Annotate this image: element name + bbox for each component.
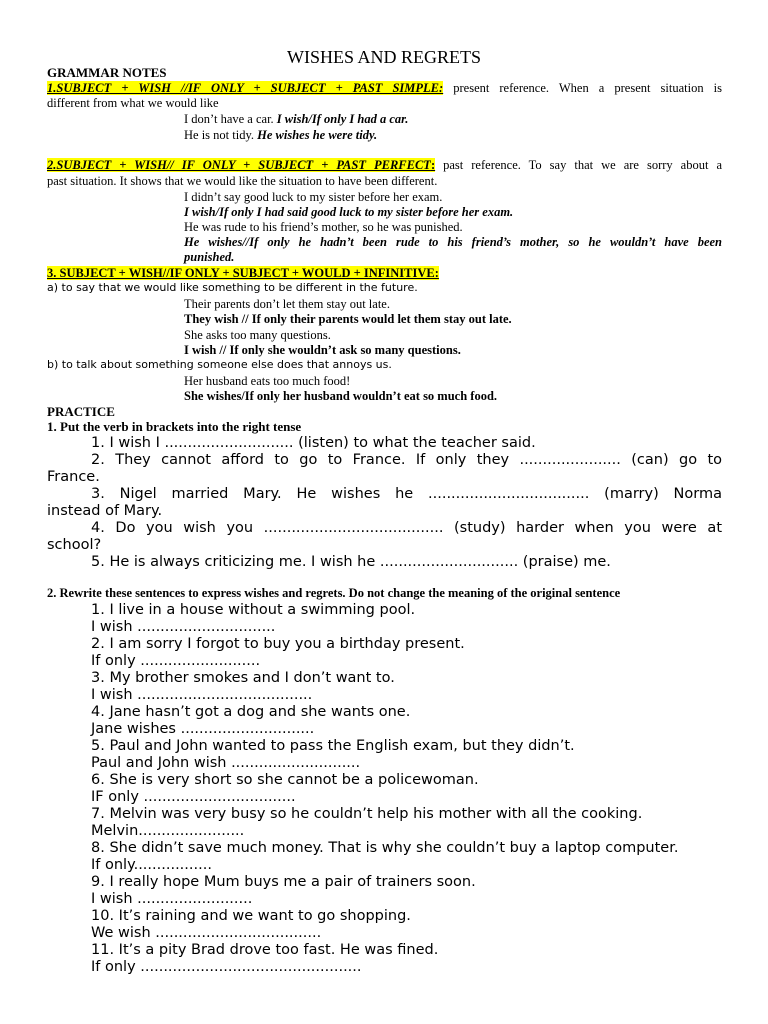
- rule1-example-2: He is not tidy. He wishes he were tidy.: [184, 128, 378, 142]
- rule1-text: present reference. When a present situation is: [443, 81, 722, 95]
- exercise-2-answer: Melvin.......................: [91, 823, 245, 839]
- exercise-2-sentence: 6. She is very short so she cannot be a policewoman.: [91, 772, 479, 788]
- page-title: WISHES AND REGRETS: [286, 47, 481, 67]
- exercise-2-sentence: 8. She didn’t save much money. That is why she couldn’t buy a laptop computer.: [91, 840, 679, 856]
- exercise-2-sentence: 5. Paul and John wanted to pass the English exam, but they didn’t.: [91, 738, 575, 754]
- exercise-2-answer: I wish ......................................: [91, 687, 313, 703]
- rule2-example-3: He was rude to his friend’s mother, so he was punished.: [184, 220, 463, 234]
- rule3-b-text: b) to talk about something someone else does that annoys us.: [47, 358, 392, 371]
- exercise-2-sentence: 4. Jane hasn’t got a dog and she wants one.: [91, 704, 411, 720]
- exercise-2-sentence: 7. Melvin was very busy so he couldn’t help his mother with all the cooking.: [91, 806, 643, 822]
- exercise-2-sentence: 9. I really hope Mum buys me a pair of trainers soon.: [91, 874, 476, 890]
- exercise-1-item-cont: school?: [47, 537, 102, 553]
- exercise-1-item: 2. They cannot afford to go to France. If only they ...................... (can) go to: [91, 452, 722, 468]
- rule3-b-example-1: Her husband eats too much food!: [184, 374, 351, 388]
- rule3-b-example-2: She wishes/If only her husband wouldn’t eat so much food.: [184, 389, 498, 403]
- rule2-example-4: He wishes//If only he hadn’t been rude to his friend’s mother, so he wouldn’t have been: [184, 235, 722, 249]
- exercise-2-answer: Paul and John wish ............................: [91, 755, 361, 771]
- rule3-line: [47, 267, 439, 280]
- exercise-2-answer: If only ................................................: [91, 959, 362, 975]
- exercise-1-item: 1. I wish I ............................ (listen) to what the teacher said.: [91, 435, 536, 451]
- rule1-line: [47, 82, 722, 95]
- rule3-a-example-4: I wish // If only she wouldn’t ask so many questions.: [184, 343, 461, 357]
- exercise-1-item-cont: instead of Mary.: [47, 503, 163, 519]
- rule1-example-1: I don’t have a car. I wish/If only I had a car.: [184, 112, 409, 126]
- rule3-a-text: a) to say that we would like something to be different in the future.: [47, 281, 418, 294]
- rule1-label: 1.SUBJECT + WISH //IF ONLY + SUBJECT + PAST SIMPLE:: [47, 81, 444, 95]
- rule3-a-example-1: Their parents don’t let them stay out late.: [184, 297, 390, 311]
- practice-heading: PRACTICE: [47, 404, 115, 419]
- rule2-line: 2.SUBJECT + WISH// IF ONLY + SUBJECT + PAST PERFECT: past reference. To say that we are sorry about a: [47, 158, 722, 172]
- exercise-2-answer: I wish ..............................: [91, 619, 276, 635]
- rule2-example-2: I wish/If only I had said good luck to my sister before her exam.: [184, 205, 514, 219]
- exercise-2-answer: We wish ....................................: [91, 925, 322, 941]
- rule2-text: past reference. To say that we are sorry about a: [435, 158, 722, 172]
- exercise-2-answer: I wish .........................: [91, 891, 253, 907]
- rule2-label: 2.SUBJECT + WISH// IF ONLY + SUBJECT + PAST PERFECT: [47, 158, 431, 172]
- rule2-example-1: I didn’t say good luck to my sister before her exam.: [184, 190, 443, 204]
- exercise-2-sentence: 10. It’s raining and we want to go shopping.: [91, 908, 411, 924]
- exercise-2-answer: If only.................: [91, 857, 212, 873]
- exercise-2-heading: 2. Rewrite these sentences to express wishes and regrets. Do not change the meaning of the original sentence: [47, 586, 621, 600]
- exercise-2-sentence: 3. My brother smokes and I don’t want to.: [91, 670, 395, 686]
- exercise-1-item: 5. He is always criticizing me. I wish he .............................. (praise) me.: [91, 554, 611, 570]
- exercise-2-answer: IF only .................................: [91, 789, 296, 805]
- exercise-1-item-cont: France.: [47, 469, 100, 485]
- exercise-2-sentence: 11. It’s a pity Brad drove too fast. He was fined.: [91, 942, 439, 958]
- rule3-label: 3. SUBJECT + WISH//IF ONLY + SUBJECT + WOULD + INFINITIVE:: [47, 266, 439, 280]
- grammar-notes-heading: GRAMMAR NOTES: [47, 65, 167, 80]
- exercise-2-sentence: 2. I am sorry I forgot to buy you a birthday present.: [91, 636, 465, 652]
- exercise-2-answer: If only ..........................: [91, 653, 261, 669]
- rule1-text-cont: different from what we would like: [47, 96, 219, 110]
- exercise-2-sentence: 1. I live in a house without a swimming pool.: [91, 602, 416, 618]
- rule2-example-4-cont: punished.: [184, 250, 235, 264]
- exercise-2-answer: Jane wishes .............................: [91, 721, 315, 737]
- exercise-1-item: 4. Do you wish you ....................................... (study) harder when you were at: [91, 520, 722, 536]
- rule3-a-example-2: They wish // If only their parents would let them stay out late.: [184, 312, 512, 326]
- exercise-1-heading: 1. Put the verb in brackets into the right tense: [47, 419, 302, 434]
- rule3-a-example-3: She asks too many questions.: [184, 328, 331, 342]
- exercise-1-item: 3. Nigel married Mary. He wishes he ................................... (marry) Norma: [91, 486, 722, 502]
- rule2-text-cont: past situation. It shows that we would like the situation to have been different.: [47, 174, 438, 188]
